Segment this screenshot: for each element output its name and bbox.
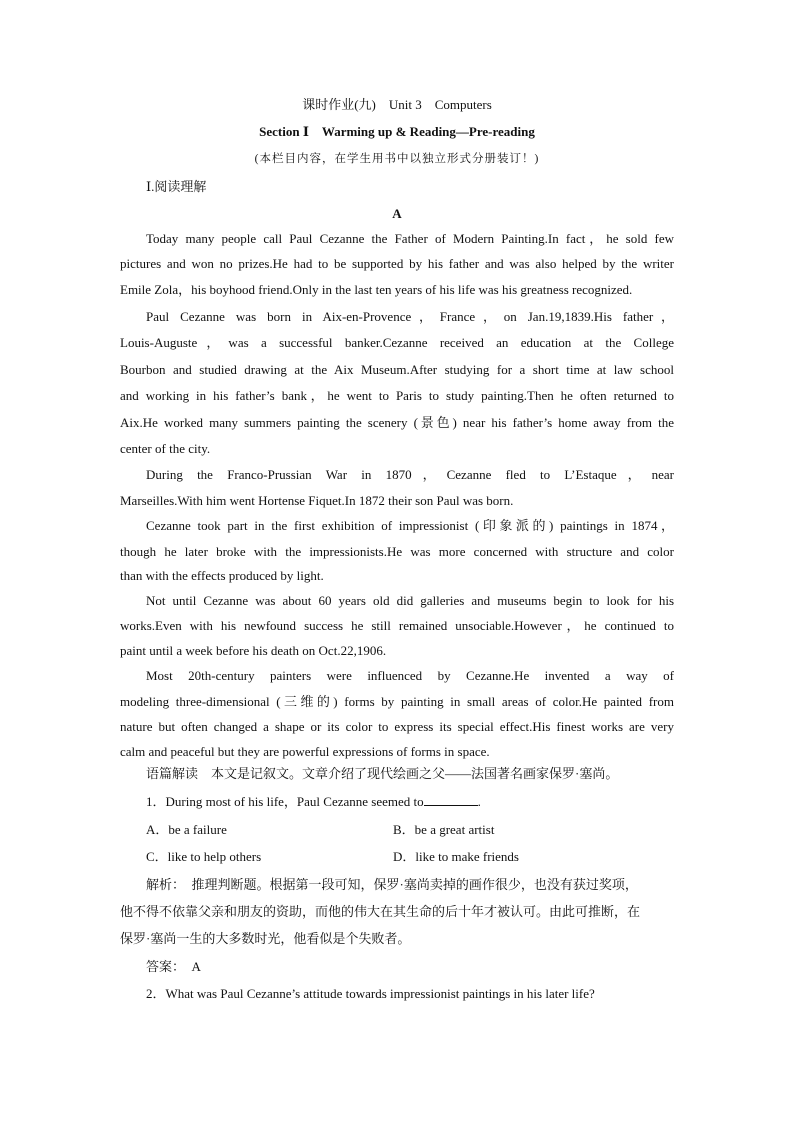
option-b: B．be a great artist	[393, 822, 495, 837]
part-heading: Ⅰ.阅读理解	[146, 179, 207, 194]
answer-blank	[424, 793, 478, 806]
answer-1: 答案： A	[146, 959, 201, 974]
passage-line: Cezanne took part in the first exhibition of impressionist (印象派的) paintings in 1874，	[146, 518, 674, 533]
summary-text: 语篇解读 本文是记叙文。文章介绍了现代绘画之父——法国著名画家保罗·塞尚。	[146, 766, 619, 781]
passage-line: Emile Zola，his boyhood friend.Only in the last ten years of his life was his greatness recognized.	[120, 282, 633, 297]
option-d: D．like to make friends	[393, 849, 519, 864]
passage-line: modeling three-dimensional (三维的) forms by painting in small areas of color.He painted from	[120, 694, 674, 709]
passage-line: Today many people call Paul Cezanne the Father of Modern Painting.In fact，he sold few	[146, 231, 674, 246]
passage-line: Aix.He worked many summers painting the scenery (景色) near his father’s home away from the	[120, 415, 674, 430]
passage-line: Bourbon and studied drawing at the Aix Museum.After studying for a short time at law school	[120, 362, 674, 377]
passage-line: works.Even with his newfound success he still remained unsociable.However，he continued to	[120, 618, 674, 633]
question-1-end: .	[477, 794, 481, 809]
passage-line: center of the city.	[120, 441, 211, 456]
option-c: C．like to help others	[146, 849, 262, 864]
passage-line: than with the effects produced by light.	[120, 568, 324, 583]
analysis-line-1: 解析： 推理判断题。根据第一段可知，保罗·塞尚卖掉的画作很少，也没有获过奖项，	[146, 877, 638, 892]
passage-line: Paul Cezanne was born in Aix-en-Provence，France，on Jan.19,1839.His father，	[146, 309, 674, 324]
option-a: A．be a failure	[146, 822, 227, 837]
analysis-line-2: 他不得不依靠父亲和朋友的资助，而他的伟大在其生命的后十年才被认可。由此可推断，在	[120, 904, 641, 919]
passage-line: Not until Cezanne was about 60 years old did galleries and museums begin to look for his	[146, 593, 674, 608]
passage-line: and working in his father’s bank，he went to Paris to study painting.Then he often returned to	[120, 388, 674, 403]
question-1-text: 1．During most of his life，Paul Cezanne seemed to	[146, 794, 424, 809]
section-title: Section Ⅰ Warming up & Reading—Pre-reading	[259, 124, 535, 139]
passage-line: pictures and won no prizes.He had to be supported by his father and was also helped by the writer	[120, 256, 674, 271]
passage-line: calm and peaceful but they are powerful expressions of forms in space.	[120, 744, 490, 759]
question-1-stem	[146, 793, 700, 811]
question-2-stem: 2．What was Paul Cezanne’s attitude towards impressionist paintings in his later life?	[146, 986, 595, 1001]
binding-note: (本栏目内容，在学生用书中以独立形式分册装订！)	[254, 153, 540, 165]
passage-line: nature but often changed a shape or its color to express its special effect.His finest works are very	[120, 719, 674, 734]
passage-line: Louis-Auguste，was a successful banker.Cezanne received an education at the College	[120, 335, 674, 350]
passage-line: Most 20th-century painters were influenced by Cezanne.He invented a way of	[146, 668, 674, 683]
analysis-line-3: 保罗·塞尚一生的大多数时光，他看似是个失败者。	[120, 931, 411, 946]
passage-line: paint until a week before his death on Oct.22,1906.	[120, 643, 387, 658]
passage-line: though he later broke with the impressionists.He was more concerned with structure and color	[120, 544, 674, 559]
passage-line: Marseilles.With him went Hortense Fiquet.In 1872 their son Paul was born.	[120, 493, 514, 508]
passage-line: During the Franco-Prussian War in 1870，Cezanne fled to L’Estaque，near	[146, 467, 674, 482]
worksheet-title: 课时作业(九) Unit 3 Computers	[302, 97, 492, 112]
passage-label: A	[392, 206, 402, 221]
